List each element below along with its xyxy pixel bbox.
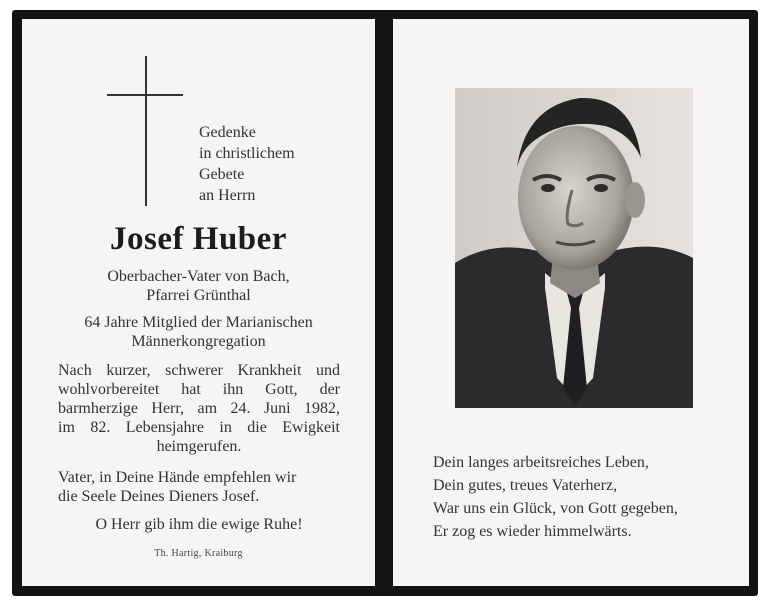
membership-line: Männerkongregation: [131, 333, 266, 350]
death-notice-line: im 82. Lebensjahre in die Ewigkeit: [58, 419, 340, 436]
rest-prayer-line: O Herr gib ihm die ewige Ruhe!: [95, 516, 303, 533]
dedication-line: an Herrn: [199, 187, 256, 204]
subtitle-line: Pfarrei Grünthal: [146, 287, 251, 304]
poem-line: Er zog es wieder himmelwärts.: [433, 523, 632, 540]
rest-prayer: [58, 515, 340, 534]
memorial-poem: [433, 451, 678, 543]
prayer-text: [58, 468, 340, 506]
poem-line: Dein langes arbeitsreiches Leben,: [433, 454, 649, 471]
prayer-line: Vater, in Deine Hände empfehlen wir: [58, 469, 297, 486]
portrait-photo: [455, 88, 693, 408]
dedication-text: [199, 122, 295, 206]
dedication-line: Gedenke: [199, 124, 256, 141]
prayer-line: die Seele Deines Dieners Josef.: [58, 488, 260, 505]
deceased-name: Josef Huber: [110, 221, 287, 257]
membership-line: 64 Jahre Mitglied der Marianischen: [84, 314, 313, 331]
death-notice-line: wohlvorbereitet hat ihn Gott, der: [58, 381, 340, 398]
death-notice-line: barmherzige Herr, am 24. Juni 1982,: [58, 400, 340, 417]
death-notice-line: heimgerufen.: [156, 438, 242, 455]
membership-text: [22, 313, 375, 351]
poem-line: War uns ein Glück, von Gott gegeben,: [433, 500, 678, 517]
dedication-line: Gebete: [199, 166, 245, 183]
death-notice: [58, 361, 340, 456]
subtitle-line: Oberbacher-Vater von Bach,: [107, 268, 290, 285]
poem-line: Dein gutes, treues Vaterherz,: [433, 477, 618, 494]
dedication-line: in christlichem: [199, 145, 295, 162]
death-notice-line: Nach kurzer, schwerer Krankheit und: [58, 362, 340, 379]
deceased-subtitle: [22, 267, 375, 305]
printer-credit: Th. Hartig, Kraiburg: [154, 548, 243, 559]
